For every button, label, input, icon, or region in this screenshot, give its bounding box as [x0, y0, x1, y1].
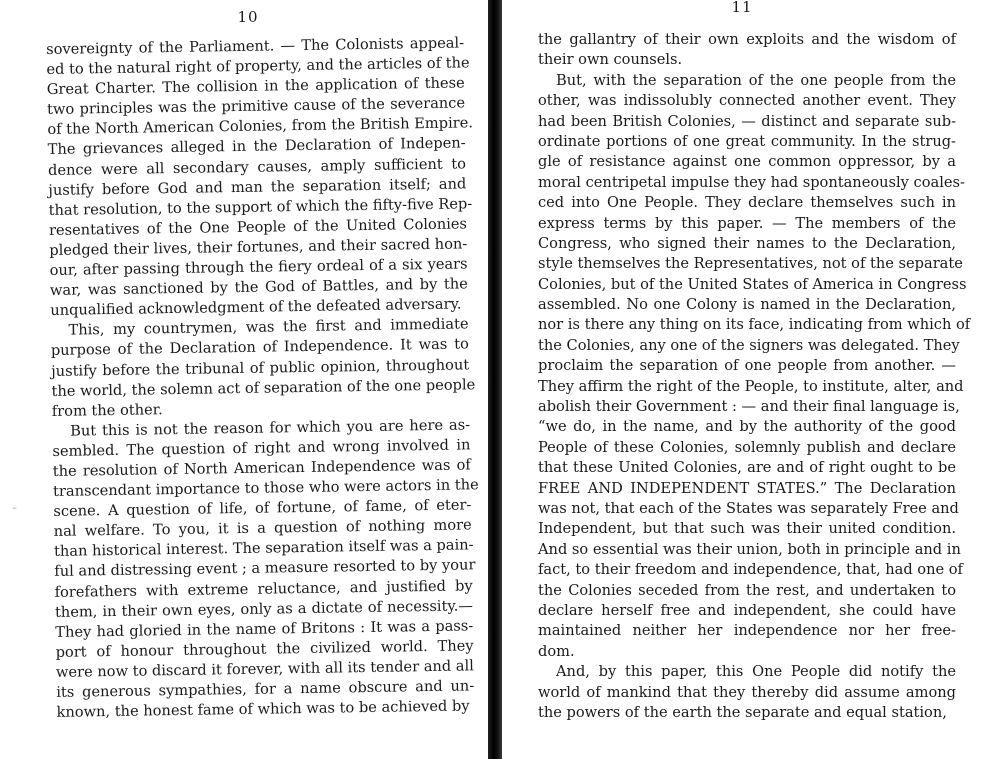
text-line: forefathers with extreme reluctance, and justified by: [54, 576, 473, 601]
text-line: that these United Colonies, are and of right ought to be: [538, 459, 956, 477]
text-line: sovereignty of the Parliament. — The Colonists appeal-: [46, 34, 465, 58]
text-line: nor is there any thing on its face, indicating from which of: [538, 316, 971, 334]
text-line: dence were all secondary causes, amply sufficient to: [47, 154, 467, 179]
text-line: nal welfare. To you, it is a question of nothing more: [53, 516, 472, 541]
text-line: transcendant importance to those who were actors in the: [52, 476, 479, 501]
text-line: fact, to their freedom and independence, that, had one of: [538, 561, 963, 579]
text-line: other, was indissolubly connected another event. They: [538, 92, 956, 110]
text-line: its generous sympathies, for a name obscure and un-: [56, 677, 475, 701]
text-line: ced into One People. They declare themselves such in: [538, 194, 956, 212]
text-line: the world, the solemn act of separation of the one people: [51, 375, 476, 400]
page-number: 10: [237, 8, 259, 26]
text-line: dom.: [538, 642, 575, 660]
text-line: The grievances alleged in the Declaration of Indepen-: [47, 134, 466, 159]
text-line: They affirm the right of the People, to institute, alter, and: [538, 377, 964, 395]
text-line: war, was sanctioned by the God of Battles, and by the: [49, 275, 469, 300]
text-line: sembled. The question of right and wrong involved in: [52, 436, 471, 460]
text-line: abolish their Government : — and their final language is,: [538, 398, 960, 416]
text-line: resentatives of the One People of the United Colonies: [48, 215, 468, 239]
page-number: 11: [731, 0, 753, 16]
text-line: two principles was the primitive cause of the severance: [46, 94, 466, 119]
text-line: ful and distressing event ; a measure resorted to by your: [54, 556, 476, 581]
text-line: purpose of the Declaration of Independence. It was to: [50, 335, 469, 360]
text-line: This, my countrymen, was the first and immediate: [68, 315, 469, 339]
text-line: Great Charter. The collision in the application of these: [46, 74, 465, 99]
book-gutter: [488, 0, 502, 759]
text-line: scene. A question of life, of fortune, of fame, of eter-: [53, 496, 472, 521]
page-text: [538, 30, 971, 723]
page-text: [46, 33, 479, 723]
text-line: ed to the natural right of property, and the articles of the: [46, 54, 470, 79]
text-line: They had gloried in the name of Britons : It was a pass-: [55, 617, 474, 641]
text-line: was not, that each of the States was separately Free and: [538, 499, 959, 517]
text-line: FREE AND INDEPENDENT STATES.” The Declaration: [538, 479, 956, 497]
text-line: justify before the tribunal of public opinion, throughout: [51, 355, 470, 380]
text-line: than historical interest. The separation itself was a pain-: [53, 536, 474, 561]
text-line: the powers of the earth the separate and equal station,: [538, 703, 947, 721]
text-line: the Colonies, any one of the signers was delegated. They: [538, 336, 960, 354]
left-page: [0, 0, 488, 759]
text-line: the resolution of North American Independence was of: [52, 456, 471, 480]
text-line: were now to discard it forever, with all its tender and all: [55, 657, 475, 681]
text-line: And so essential was their union, both in principle and in: [538, 540, 961, 558]
text-line: from the other.: [51, 400, 163, 420]
text-line: express terms by this paper. — The members of the: [538, 214, 956, 232]
text-line: known, the honest fame of which was to be achieved by: [56, 697, 470, 722]
text-line: the Colonies seceded from the rest, and undertaken to: [538, 581, 956, 599]
text-line: unqualified acknowledgment of the defeated adversary.: [50, 295, 462, 320]
text-line: assembled. No one Colony is named in the Declaration,: [538, 296, 956, 314]
text-line: style themselves the Representatives, not of the separate: [538, 255, 963, 273]
text-line: proclaim the separation of one people from another. —: [538, 357, 956, 375]
text-line: But this is not the reason for which you are here as-: [70, 416, 471, 440]
text-line: justify before God and man the separation itself; and: [48, 175, 467, 199]
text-line: “we do, in the name, and by the authority of the good: [538, 418, 956, 436]
text-line: world of mankind that they thereby did assume among: [538, 683, 956, 701]
text-line: Independent, but that such was their united condition.: [538, 520, 956, 538]
margin-mark: ~: [12, 505, 18, 512]
text-line: maintained neither her independence nor her free-: [538, 622, 956, 640]
text-line: But, with the separation of the one people from the: [556, 71, 956, 89]
text-line: Colonies, but of the United States of America in Congress: [538, 275, 967, 293]
text-line: And, by this paper, this One People did notify the: [556, 663, 956, 681]
text-line: them, in their own eyes, only as a dictate of necessity.—: [54, 596, 474, 621]
text-line: that resolution, to the support of which the fifty-five Rep-: [48, 195, 473, 219]
text-line: ordinate portions of one great community. In the strug-: [538, 132, 956, 150]
text-line: Congress, who signed their names to the Declaration,: [538, 234, 956, 252]
text-line: the gallantry of their own exploits and the wisdom of: [538, 31, 956, 48]
text-line: declare herself free and independent, she could have: [538, 601, 956, 619]
right-page: [502, 0, 1000, 759]
text-line: gle of resistance against one common oppressor, by a: [538, 153, 956, 171]
text-line: our, after passing through the fiery ordeal of a six years: [49, 255, 468, 280]
text-line: People of these Colonies, solemnly publish and declare: [538, 438, 956, 456]
text-line: pledged their lives, their fortunes, and their sacred hon-: [49, 235, 468, 259]
text-line: had been British Colonies, — distinct and separate sub-: [538, 112, 956, 130]
text-line: moral centripetal impulse they had spontaneously coales-: [538, 173, 965, 191]
text-line: of the North American Colonies, from the British Empire.: [47, 114, 474, 139]
text-line: their own counsels.: [538, 51, 683, 69]
text-line: port of honour throughout the civilized world. They: [55, 637, 474, 661]
